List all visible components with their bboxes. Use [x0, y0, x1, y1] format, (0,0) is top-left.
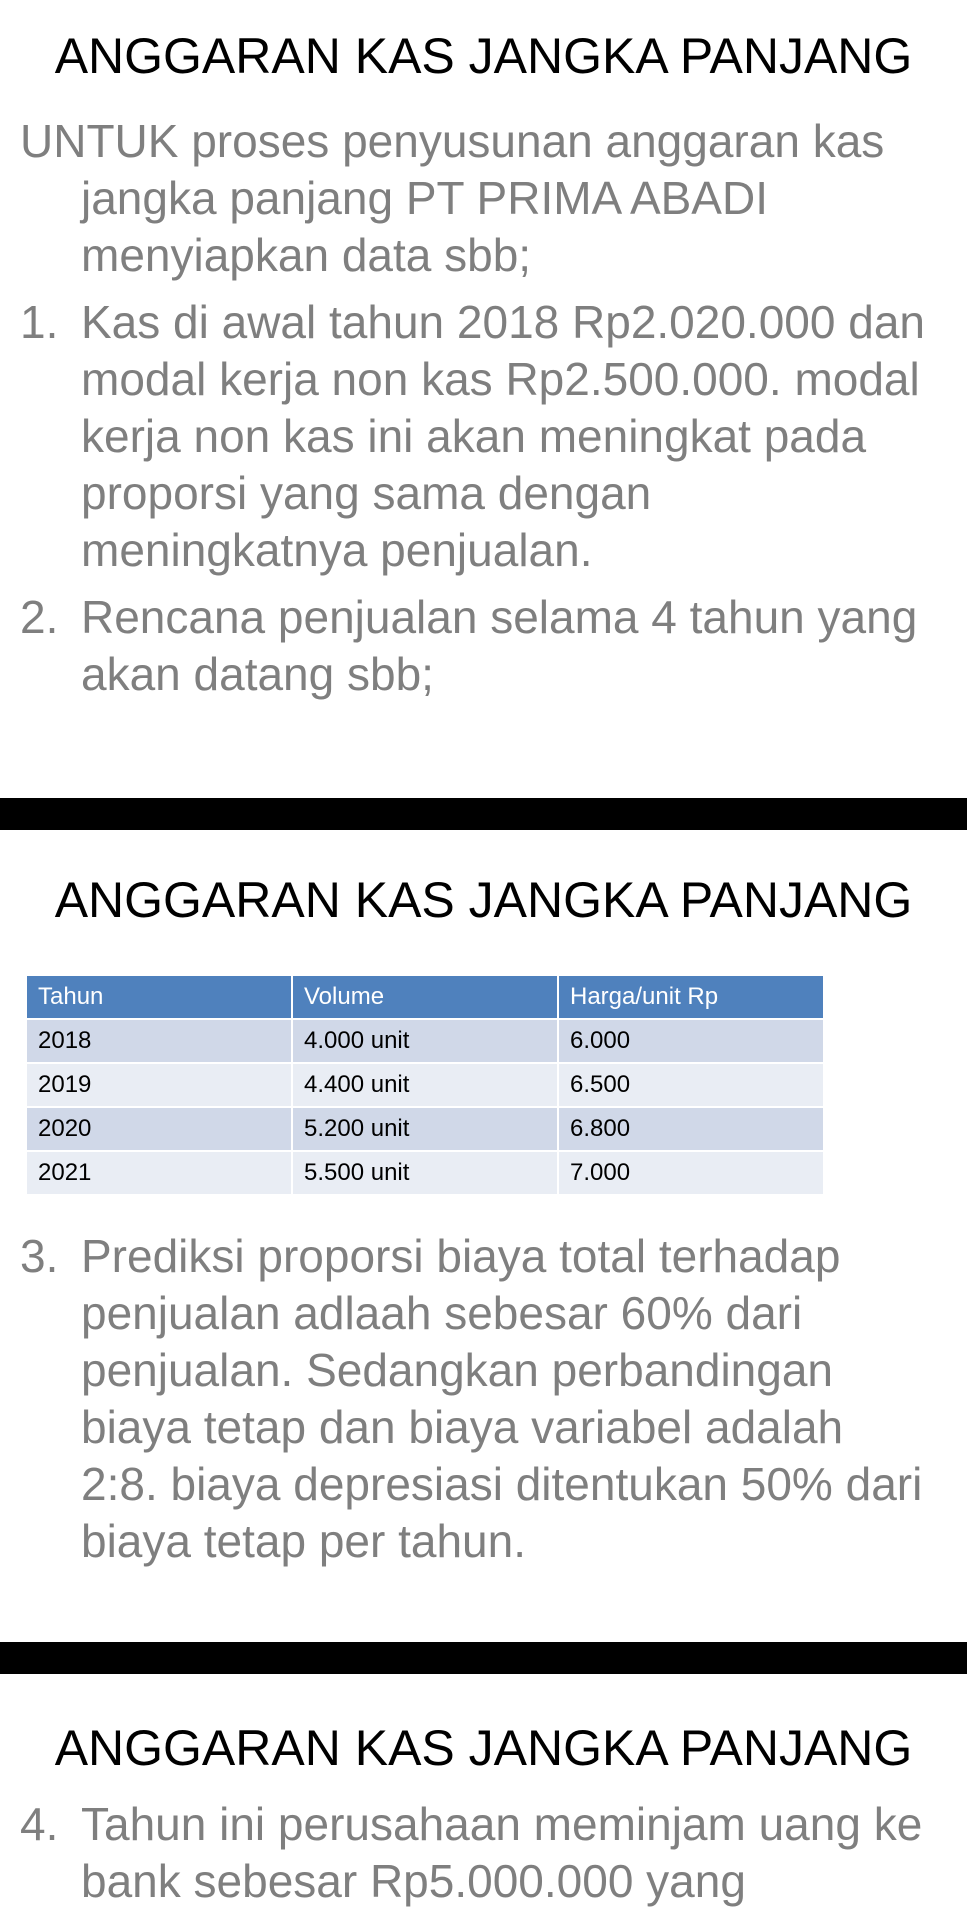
table-row: [26, 1063, 824, 1107]
table-cell: 7.000: [558, 1151, 824, 1195]
table-cell: 2019: [26, 1063, 292, 1107]
slide-title: ANGGARAN KAS JANGKA PANJANG: [54, 1720, 913, 1776]
slide-separator: [0, 1642, 967, 1674]
table-cell: 4.000 unit: [292, 1019, 558, 1063]
slide-1: [0, 0, 967, 798]
slide-2: [0, 830, 967, 1642]
slide-body: [20, 1796, 925, 1920]
table-cell: 5.200 unit: [292, 1107, 558, 1151]
slide-body: [20, 1228, 925, 1580]
table-cell: 2021: [26, 1151, 292, 1195]
table-cell: 2018: [26, 1019, 292, 1063]
table-cell: 6.800: [558, 1107, 824, 1151]
list-number: 3.: [20, 1230, 59, 1282]
table-row: [26, 1019, 824, 1063]
list-number: 4.: [20, 1798, 59, 1850]
table-header-cell: Tahun: [26, 975, 292, 1019]
list-text: Tahun ini perusahaan meminjam uang ke bank sebesar Rp5.000.000 yang: [81, 1798, 923, 1907]
table-header-cell: Harga/unit Rp: [558, 975, 824, 1019]
table-header-row: [26, 975, 824, 1019]
table-cell: 2020: [26, 1107, 292, 1151]
list-item: [20, 589, 925, 703]
list-item: [20, 294, 925, 579]
sales-plan-table: [25, 974, 825, 1196]
list-number: 1.: [20, 296, 59, 348]
list-text: Rencana penjualan selama 4 tahun yang akan datang sbb;: [81, 591, 918, 700]
table-row: [26, 1107, 824, 1151]
intro-paragraph: UNTUK proses penyusunan anggaran kas jangka panjang PT PRIMA ABADI menyiapkan data sbb;: [20, 115, 885, 281]
slide-title: ANGGARAN KAS JANGKA PANJANG: [54, 872, 913, 928]
list-item: [20, 1796, 925, 1910]
table-cell: 4.400 unit: [292, 1063, 558, 1107]
table-row: [26, 1151, 824, 1195]
table-cell: 5.500 unit: [292, 1151, 558, 1195]
slide-title: ANGGARAN KAS JANGKA PANJANG: [54, 28, 913, 84]
slide-separator: [0, 798, 967, 830]
list-item: [20, 1228, 925, 1570]
slide-body: [20, 113, 925, 713]
list-text: Prediksi proporsi biaya total terhadap penjualan adlaah sebesar 60% dari penjualan. Sedangkan perbandingan biaya tetap dan biaya variabel adalah 2:8. biaya depresiasi ditentukan 50% dari biaya tetap per tahun.: [81, 1230, 923, 1567]
table-header-cell: Volume: [292, 975, 558, 1019]
table-cell: 6.000: [558, 1019, 824, 1063]
slide-3: [0, 1674, 967, 1926]
list-number: 2.: [20, 591, 59, 643]
table-cell: 6.500: [558, 1063, 824, 1107]
list-text: Kas di awal tahun 2018 Rp2.020.000 dan modal kerja non kas Rp2.500.000. modal kerja non kas ini akan meningkat pada proporsi yang sama dengan meningkatnya penjualan.: [81, 296, 925, 576]
